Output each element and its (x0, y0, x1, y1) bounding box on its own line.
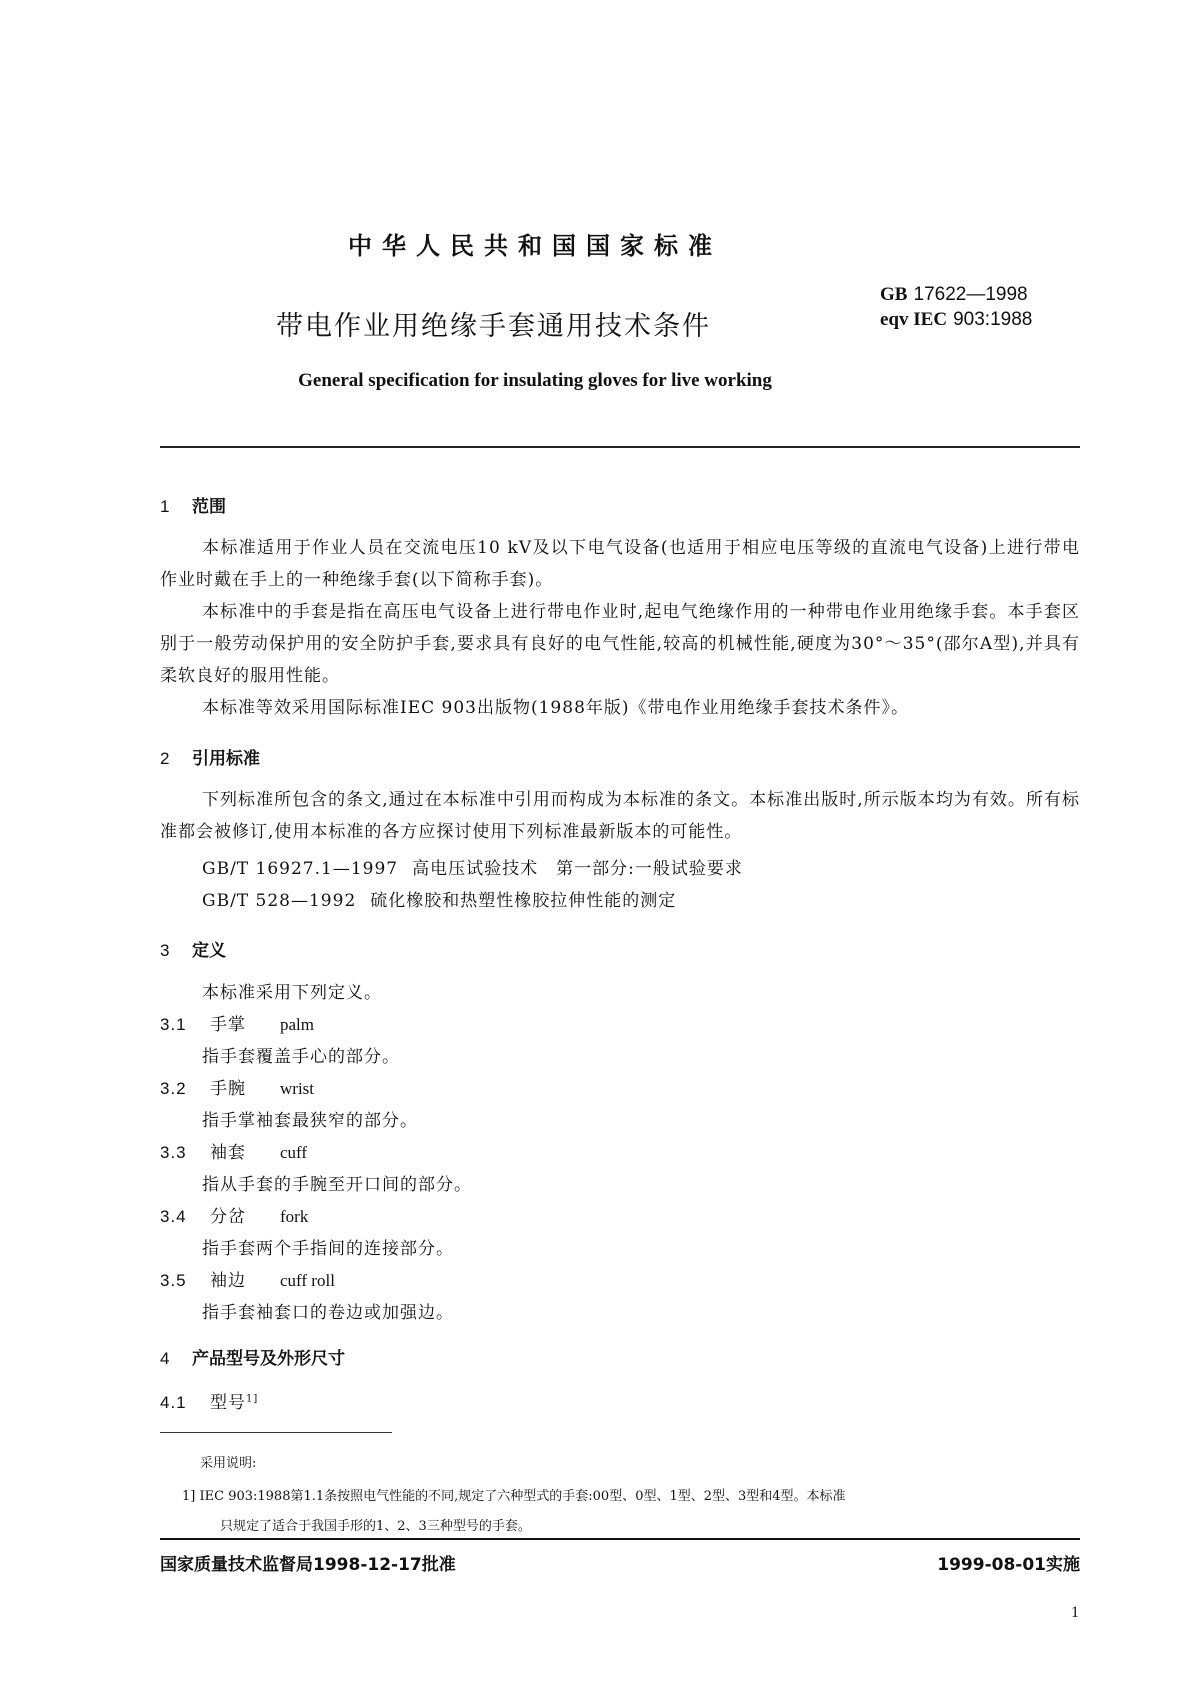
national-standard-heading: 中华人民共和国国家标准 (348, 232, 722, 260)
definition-term: 手掌 (210, 1015, 246, 1035)
footnote-text (182, 1482, 1082, 1542)
reference-title: 高电压试验技术 第一部分:一般试验要求 (412, 859, 743, 879)
definition-text: 指手套覆盖手心的部分。 (202, 1047, 400, 1067)
definition-term-en: fork (280, 1207, 309, 1226)
definition-term: 手腕 (210, 1079, 246, 1099)
definition-number: 3.4 (160, 1207, 187, 1226)
definition-term-en: palm (280, 1015, 314, 1034)
reference-title: 硫化橡胶和热塑性橡胶拉伸性能的测定 (370, 891, 677, 911)
section-2-para-1: 下列标准所包含的条文,通过在本标准中引用而构成为本标准的条文。本标准出版时,所示版本均为有效。所有标准都会被修订,使用本标准的各方应探讨使用下列标准最新版本的可能性。 (160, 790, 1080, 842)
definition-heading (160, 1010, 314, 1035)
subsection-number: 4.1 (160, 1393, 187, 1412)
definition-text: 指手掌袖套最狭窄的部分。 (202, 1111, 418, 1131)
definition-term-en: cuff roll (280, 1271, 335, 1290)
definition-number: 3.2 (160, 1079, 187, 1098)
section-title: 产品型号及外形尺寸 (192, 1349, 345, 1369)
section-3-heading (160, 936, 226, 961)
definition-number: 3.3 (160, 1143, 187, 1162)
footnote-line-1: IEC 903:1988第1.1条按照电气性能的不同,规定了六种型式的手套:00型、0型、1型、2型、3型和4型。本标准 (199, 1489, 846, 1504)
footnote-marker: 1] (182, 1489, 196, 1504)
section-1-para-3: 本标准等效采用国际标准IEC 903出版物(1988年版)《带电作业用绝缘手套技术条件》。 (202, 698, 910, 718)
page-number: 1 (1071, 1604, 1079, 1621)
reference-2 (202, 886, 690, 911)
reference-code: GB/T 16927.1—1997 (202, 859, 399, 879)
footnote-ref[interactable]: 1] (246, 1393, 259, 1405)
footnote-title: 采用说明: (200, 1456, 257, 1471)
section-4-heading (160, 1344, 345, 1369)
eqv-number: 903:1988 (953, 309, 1033, 330)
section-title: 定义 (192, 941, 226, 961)
section-title: 范围 (192, 497, 226, 517)
subsection-4-1-heading (160, 1388, 258, 1413)
definition-number: 3.1 (160, 1015, 187, 1034)
standard-title-en: General specification for insulating gloves for live working (298, 370, 772, 391)
footer-divider (160, 1538, 1080, 1540)
section-3-intro: 本标准采用下列定义。 (202, 983, 382, 1003)
section-2-heading (160, 744, 260, 769)
definition-heading (160, 1202, 308, 1227)
footnote-divider (160, 1432, 392, 1433)
definition-term-en: cuff (280, 1143, 308, 1162)
standard-number-block (880, 282, 1032, 332)
footnote-line-2: 只规定了适合于我国手形的1、2、3三种型号的手套。 (220, 1519, 531, 1534)
section-number: 2 (160, 749, 170, 768)
definition-term: 分岔 (210, 1207, 246, 1227)
definition-heading (160, 1138, 307, 1163)
implementation-date: 1999-08-01实施 (937, 1555, 1080, 1575)
approval-date: 国家质量技术监督局1998-12-17批准 (160, 1555, 456, 1575)
definition-heading (160, 1074, 314, 1099)
reference-1 (202, 854, 757, 879)
section-1-para-1: 本标准适用于作业人员在交流电压10 kV及以下电气设备(也适用于相应电压等级的直流电气设备)上进行带电作业时戴在手上的一种绝缘手套(以下简称手套)。 (160, 538, 1080, 590)
definition-number: 3.5 (160, 1271, 187, 1290)
definition-text: 指手套两个手指间的连接部分。 (202, 1239, 454, 1259)
eqv-prefix: eqv IEC (880, 309, 948, 330)
section-1-heading (160, 492, 226, 517)
reference-code: GB/T 528—1992 (202, 891, 357, 911)
definition-term: 袖套 (210, 1143, 246, 1163)
definition-text: 指手套袖套口的卷边或加强边。 (202, 1303, 454, 1323)
section-number: 4 (160, 1349, 170, 1368)
std-prefix: GB (880, 284, 908, 305)
std-number: 17622—1998 (913, 284, 1028, 305)
subsection-title: 型号 (210, 1393, 246, 1413)
header-divider (160, 446, 1080, 448)
definition-term: 袖边 (210, 1271, 246, 1291)
section-1-para-2: 本标准中的手套是指在高压电气设备上进行带电作业时,起电气绝缘作用的一种带电作业用绝缘手套。本手套区别于一般劳动保护用的安全防护手套,要求具有良好的电气性能,较高的机械性能,硬度为30°～35°(邵尔A型),并具有柔软良好的服用性能。 (160, 602, 1080, 686)
definition-heading (160, 1266, 335, 1291)
definition-term-en: wrist (280, 1079, 314, 1098)
section-number: 1 (160, 497, 170, 516)
section-title: 引用标准 (192, 749, 260, 769)
definition-text: 指从手套的手腕至开口间的部分。 (202, 1175, 472, 1195)
section-number: 3 (160, 941, 170, 960)
standard-title-cn: 带电作业用绝缘手套通用技术条件 (276, 311, 711, 342)
